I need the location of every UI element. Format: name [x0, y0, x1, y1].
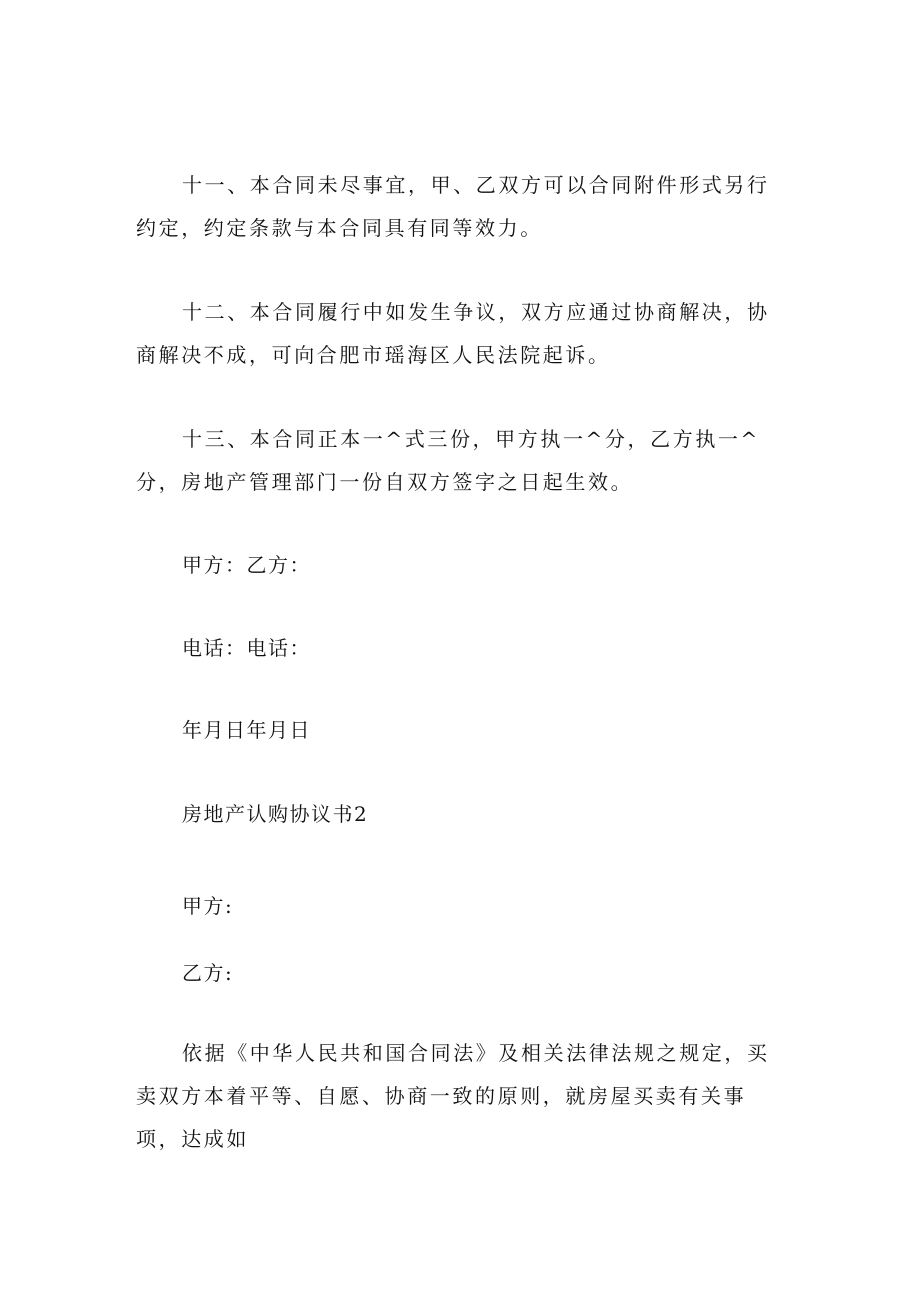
signature-phones: 电话：电话：: [182, 636, 311, 660]
clause-11: 十一、本合同未尽事宜，甲、乙双方可以合同附件形式另行约定，约定条款与本合同具有同等效力。: [136, 173, 770, 240]
clause-12: 十二、本合同履行中如发生争议，双方应通过协商解决，协商解决不成，可向合肥市瑶海区人民法院起诉。: [136, 300, 770, 367]
intro-paragraph: 依据《中华人民共和国合同法》及相关法律法规之规定，买卖双方本着平等、自愿、协商一致的原则，就房屋买卖有关事项，达成如: [136, 1041, 770, 1151]
party-b-label: 乙方:: [182, 961, 234, 985]
signature-parties: 甲方：乙方：: [182, 553, 311, 577]
agreement-2-title: 房地产认购协议书2: [182, 802, 369, 826]
clause-13: 十三、本合同正本一^式三份，甲方执一^分，乙方执一^分，房地产管理部门一份自双方签字之日起生效。: [136, 427, 760, 494]
signature-dates: 年月日年月日: [182, 718, 311, 742]
party-a-label: 甲方:: [182, 894, 234, 918]
